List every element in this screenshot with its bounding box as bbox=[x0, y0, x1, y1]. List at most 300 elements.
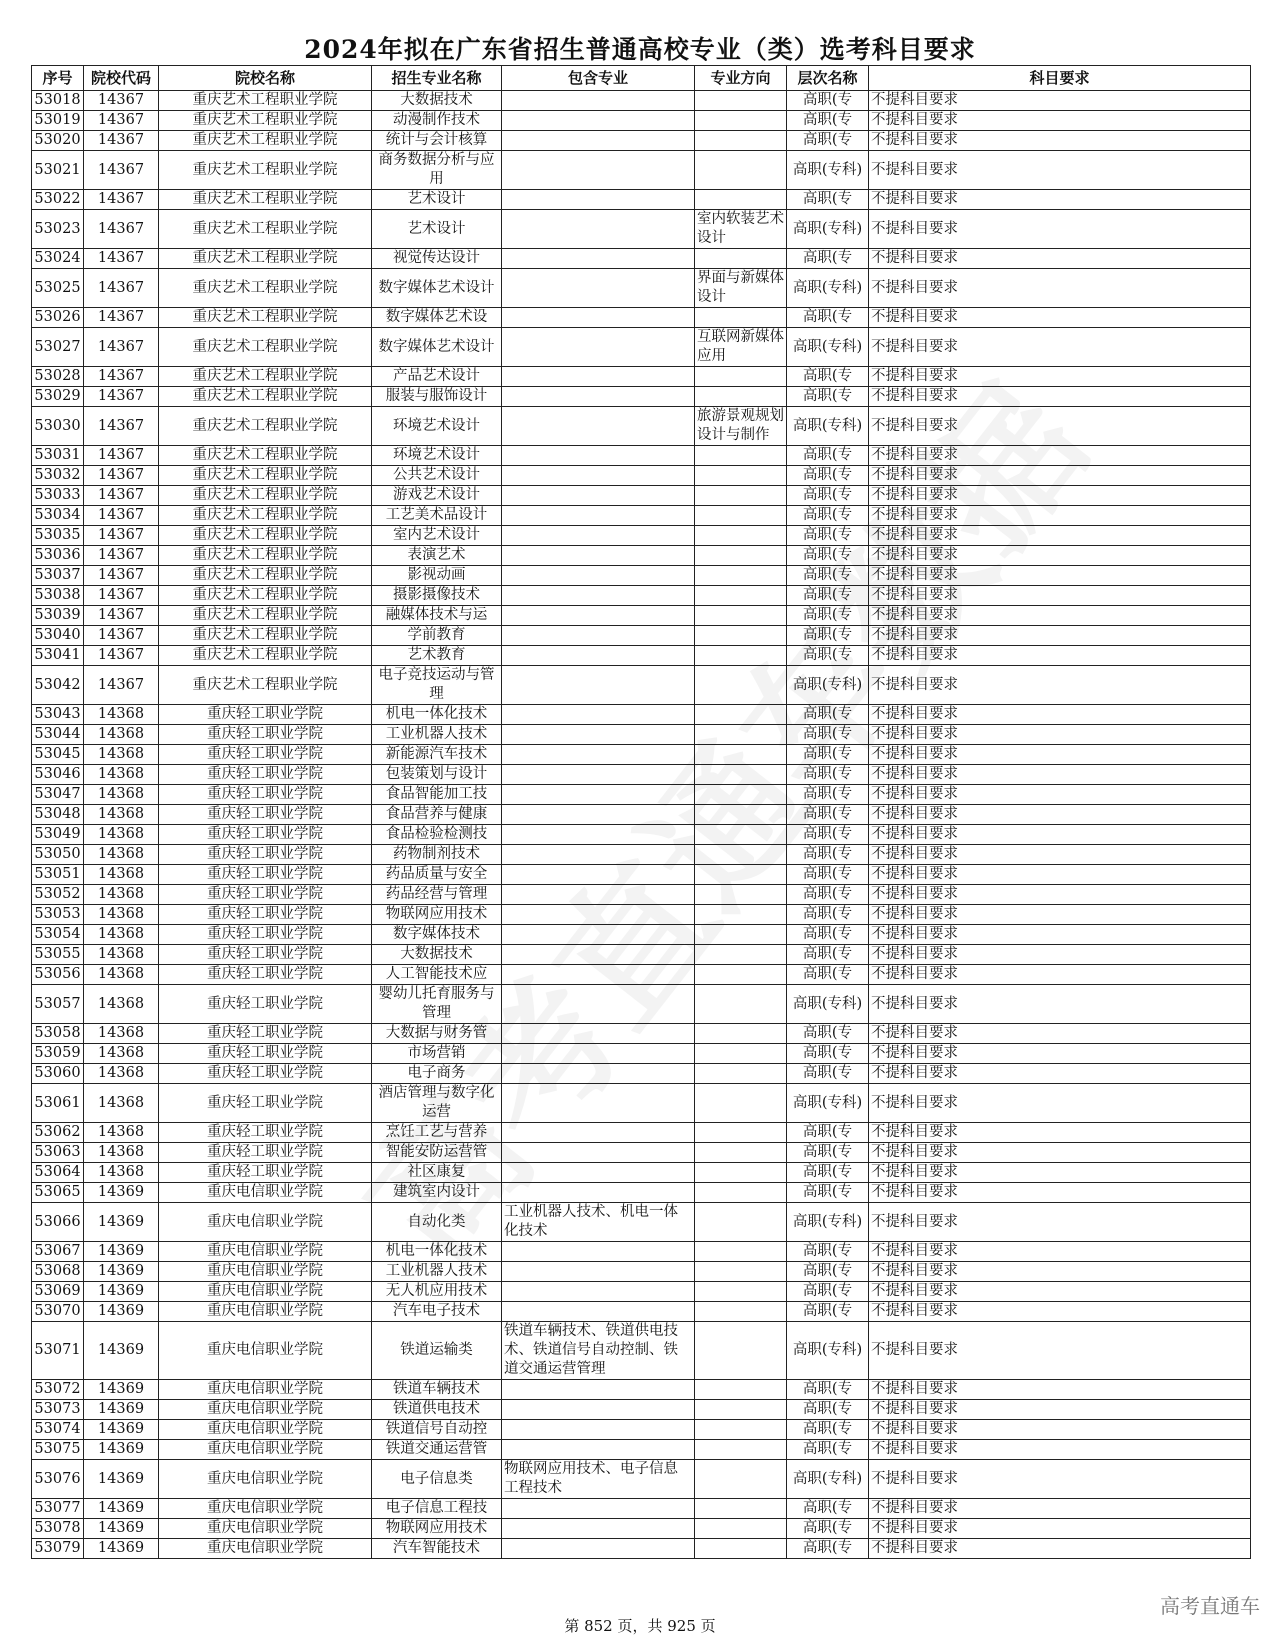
table-row bbox=[32, 1499, 1251, 1519]
subject-req-cell: 不提科目要求 bbox=[869, 985, 1251, 1024]
included-majors-cell bbox=[502, 606, 695, 626]
subject-req-cell: 不提科目要求 bbox=[869, 1242, 1251, 1262]
school-code-cell: 14367 bbox=[84, 606, 159, 626]
table-row bbox=[32, 1262, 1251, 1282]
direction-cell bbox=[695, 905, 787, 925]
school-name-cell: 重庆轻工职业学院 bbox=[159, 905, 372, 925]
level-cell: 高职(专 bbox=[787, 646, 869, 666]
school-code-cell: 14369 bbox=[84, 1183, 159, 1203]
subject-req-cell: 不提科目要求 bbox=[869, 151, 1251, 190]
subject-req-cell: 不提科目要求 bbox=[869, 1400, 1251, 1420]
school-name-cell: 重庆轻工职业学院 bbox=[159, 745, 372, 765]
school-name-cell: 重庆艺术工程职业学院 bbox=[159, 646, 372, 666]
table-row bbox=[32, 1282, 1251, 1302]
subject-req-cell: 不提科目要求 bbox=[869, 1084, 1251, 1123]
level-cell: 高职(专 bbox=[787, 765, 869, 785]
level-cell: 高职(专 bbox=[787, 1400, 869, 1420]
direction-cell bbox=[695, 190, 787, 210]
included-majors-cell bbox=[502, 626, 695, 646]
seq-cell: 53052 bbox=[32, 885, 84, 905]
level-cell: 高职(专 bbox=[787, 1044, 869, 1064]
school-code-cell: 14367 bbox=[84, 131, 159, 151]
seq-cell: 53076 bbox=[32, 1460, 84, 1499]
subject-req-cell: 不提科目要求 bbox=[869, 1123, 1251, 1143]
major-name-cell: 铁道供电技术 bbox=[372, 1400, 502, 1420]
included-majors-cell bbox=[502, 725, 695, 745]
subject-req-cell: 不提科目要求 bbox=[869, 725, 1251, 745]
subject-req-cell: 不提科目要求 bbox=[869, 1183, 1251, 1203]
included-majors-cell bbox=[502, 925, 695, 945]
table-row bbox=[32, 249, 1251, 269]
major-name-cell: 智能安防运营管 bbox=[372, 1143, 502, 1163]
included-majors-cell bbox=[502, 1499, 695, 1519]
seq-cell: 53045 bbox=[32, 745, 84, 765]
seq-cell: 53068 bbox=[32, 1262, 84, 1282]
school-code-cell: 14368 bbox=[84, 1123, 159, 1143]
included-majors-cell bbox=[502, 1242, 695, 1262]
school-code-cell: 14367 bbox=[84, 387, 159, 407]
table-row bbox=[32, 210, 1251, 249]
level-cell: 高职(专科) bbox=[787, 269, 869, 308]
seq-cell: 53022 bbox=[32, 190, 84, 210]
seq-cell: 53031 bbox=[32, 446, 84, 466]
level-cell: 高职(专科) bbox=[787, 666, 869, 705]
major-name-cell: 酒店管理与数字化运营 bbox=[372, 1084, 502, 1123]
direction-cell bbox=[695, 1064, 787, 1084]
school-code-cell: 14369 bbox=[84, 1460, 159, 1499]
level-cell: 高职(专 bbox=[787, 526, 869, 546]
level-cell: 高职(专 bbox=[787, 845, 869, 865]
direction-cell bbox=[695, 1460, 787, 1499]
school-code-cell: 14368 bbox=[84, 1163, 159, 1183]
school-name-cell: 重庆电信职业学院 bbox=[159, 1460, 372, 1499]
major-name-cell: 影视动画 bbox=[372, 566, 502, 586]
direction-cell bbox=[695, 1084, 787, 1123]
direction-cell bbox=[695, 606, 787, 626]
direction-cell bbox=[695, 1440, 787, 1460]
level-cell: 高职(专 bbox=[787, 1123, 869, 1143]
school-name-cell: 重庆轻工职业学院 bbox=[159, 1044, 372, 1064]
school-name-cell: 重庆艺术工程职业学院 bbox=[159, 210, 372, 249]
included-majors-cell bbox=[502, 210, 695, 249]
school-code-cell: 14368 bbox=[84, 765, 159, 785]
included-majors-cell bbox=[502, 269, 695, 308]
school-code-cell: 14368 bbox=[84, 1064, 159, 1084]
included-majors-cell bbox=[502, 965, 695, 985]
header-level: 层次名称 bbox=[787, 66, 869, 91]
direction-cell bbox=[695, 446, 787, 466]
direction-cell bbox=[695, 1183, 787, 1203]
level-cell: 高职(专科) bbox=[787, 151, 869, 190]
table-row bbox=[32, 367, 1251, 387]
table-row bbox=[32, 1044, 1251, 1064]
school-name-cell: 重庆轻工职业学院 bbox=[159, 865, 372, 885]
school-code-cell: 14368 bbox=[84, 925, 159, 945]
school-name-cell: 重庆艺术工程职业学院 bbox=[159, 466, 372, 486]
table-row bbox=[32, 1242, 1251, 1262]
school-code-cell: 14368 bbox=[84, 985, 159, 1024]
school-code-cell: 14368 bbox=[84, 1084, 159, 1123]
included-majors-cell bbox=[502, 446, 695, 466]
seq-cell: 53048 bbox=[32, 805, 84, 825]
table-row bbox=[32, 1084, 1251, 1123]
school-name-cell: 重庆电信职业学院 bbox=[159, 1203, 372, 1242]
school-name-cell: 重庆艺术工程职业学院 bbox=[159, 546, 372, 566]
major-name-cell: 汽车电子技术 bbox=[372, 1302, 502, 1322]
school-code-cell: 14367 bbox=[84, 190, 159, 210]
major-name-cell: 建筑室内设计 bbox=[372, 1183, 502, 1203]
subject-req-cell: 不提科目要求 bbox=[869, 1539, 1251, 1559]
requirements-table bbox=[31, 65, 1251, 1559]
direction-cell bbox=[695, 666, 787, 705]
major-name-cell: 环境艺术设计 bbox=[372, 446, 502, 466]
major-name-cell: 物联网应用技术 bbox=[372, 905, 502, 925]
school-name-cell: 重庆轻工职业学院 bbox=[159, 785, 372, 805]
direction-cell bbox=[695, 765, 787, 785]
subject-req-cell: 不提科目要求 bbox=[869, 407, 1251, 446]
direction-cell bbox=[695, 705, 787, 725]
school-name-cell: 重庆艺术工程职业学院 bbox=[159, 606, 372, 626]
seq-cell: 53035 bbox=[32, 526, 84, 546]
included-majors-cell bbox=[502, 151, 695, 190]
level-cell: 高职(专 bbox=[787, 111, 869, 131]
seq-cell: 53056 bbox=[32, 965, 84, 985]
direction-cell bbox=[695, 1380, 787, 1400]
table-row bbox=[32, 885, 1251, 905]
table-row bbox=[32, 1064, 1251, 1084]
school-code-cell: 14368 bbox=[84, 965, 159, 985]
subject-req-cell: 不提科目要求 bbox=[869, 466, 1251, 486]
level-cell: 高职(专 bbox=[787, 785, 869, 805]
level-cell: 高职(专 bbox=[787, 387, 869, 407]
major-name-cell: 商务数据分析与应用 bbox=[372, 151, 502, 190]
seq-cell: 53075 bbox=[32, 1440, 84, 1460]
major-name-cell: 艺术教育 bbox=[372, 646, 502, 666]
subject-req-cell: 不提科目要求 bbox=[869, 606, 1251, 626]
table-row bbox=[32, 785, 1251, 805]
table-row bbox=[32, 546, 1251, 566]
major-name-cell: 药物制剂技术 bbox=[372, 845, 502, 865]
major-name-cell: 药品质量与安全 bbox=[372, 865, 502, 885]
seq-cell: 53070 bbox=[32, 1302, 84, 1322]
table-row bbox=[32, 486, 1251, 506]
level-cell: 高职(专 bbox=[787, 131, 869, 151]
subject-req-cell: 不提科目要求 bbox=[869, 646, 1251, 666]
school-name-cell: 重庆电信职业学院 bbox=[159, 1519, 372, 1539]
table-row bbox=[32, 466, 1251, 486]
direction-cell bbox=[695, 1400, 787, 1420]
direction-cell bbox=[695, 506, 787, 526]
school-code-cell: 14369 bbox=[84, 1539, 159, 1559]
subject-req-cell: 不提科目要求 bbox=[869, 1380, 1251, 1400]
level-cell: 高职(专 bbox=[787, 1282, 869, 1302]
subject-req-cell: 不提科目要求 bbox=[869, 865, 1251, 885]
school-name-cell: 重庆艺术工程职业学院 bbox=[159, 131, 372, 151]
level-cell: 高职(专 bbox=[787, 745, 869, 765]
level-cell: 高职(专 bbox=[787, 1143, 869, 1163]
included-majors-cell bbox=[502, 785, 695, 805]
level-cell: 高职(专 bbox=[787, 1499, 869, 1519]
direction-cell bbox=[695, 249, 787, 269]
included-majors-cell bbox=[502, 1143, 695, 1163]
seq-cell: 53021 bbox=[32, 151, 84, 190]
table-row bbox=[32, 725, 1251, 745]
subject-req-cell: 不提科目要求 bbox=[869, 785, 1251, 805]
school-name-cell: 重庆轻工职业学院 bbox=[159, 925, 372, 945]
subject-req-cell: 不提科目要求 bbox=[869, 905, 1251, 925]
seq-cell: 53072 bbox=[32, 1380, 84, 1400]
major-name-cell: 视觉传达设计 bbox=[372, 249, 502, 269]
level-cell: 高职(专 bbox=[787, 606, 869, 626]
direction-cell bbox=[695, 1203, 787, 1242]
seq-cell: 53058 bbox=[32, 1024, 84, 1044]
school-name-cell: 重庆艺术工程职业学院 bbox=[159, 526, 372, 546]
table-row bbox=[32, 646, 1251, 666]
school-code-cell: 14368 bbox=[84, 865, 159, 885]
subject-req-cell: 不提科目要求 bbox=[869, 1024, 1251, 1044]
school-code-cell: 14368 bbox=[84, 825, 159, 845]
subject-req-cell: 不提科目要求 bbox=[869, 566, 1251, 586]
direction-cell bbox=[695, 387, 787, 407]
seq-cell: 53065 bbox=[32, 1183, 84, 1203]
table-row bbox=[32, 387, 1251, 407]
level-cell: 高职(专 bbox=[787, 308, 869, 328]
level-cell: 高职(专 bbox=[787, 825, 869, 845]
school-code-cell: 14367 bbox=[84, 367, 159, 387]
included-majors-cell bbox=[502, 1044, 695, 1064]
seq-cell: 53062 bbox=[32, 1123, 84, 1143]
school-name-cell: 重庆电信职业学院 bbox=[159, 1262, 372, 1282]
school-name-cell: 重庆轻工职业学院 bbox=[159, 705, 372, 725]
table-row bbox=[32, 1183, 1251, 1203]
school-code-cell: 14367 bbox=[84, 269, 159, 308]
direction-cell bbox=[695, 805, 787, 825]
seq-cell: 53029 bbox=[32, 387, 84, 407]
included-majors-cell bbox=[502, 865, 695, 885]
seq-cell: 53018 bbox=[32, 91, 84, 111]
major-name-cell: 社区康复 bbox=[372, 1163, 502, 1183]
direction-cell bbox=[695, 925, 787, 945]
subject-req-cell: 不提科目要求 bbox=[869, 705, 1251, 725]
seq-cell: 53079 bbox=[32, 1539, 84, 1559]
school-code-cell: 14367 bbox=[84, 151, 159, 190]
level-cell: 高职(专 bbox=[787, 905, 869, 925]
subject-req-cell: 不提科目要求 bbox=[869, 965, 1251, 985]
subject-req-cell: 不提科目要求 bbox=[869, 845, 1251, 865]
major-name-cell: 产品艺术设计 bbox=[372, 367, 502, 387]
included-majors-cell bbox=[502, 526, 695, 546]
major-name-cell: 工艺美术品设计 bbox=[372, 506, 502, 526]
school-code-cell: 14368 bbox=[84, 745, 159, 765]
seq-cell: 53073 bbox=[32, 1400, 84, 1420]
table-row bbox=[32, 328, 1251, 367]
subject-req-cell: 不提科目要求 bbox=[869, 1499, 1251, 1519]
seq-cell: 53057 bbox=[32, 985, 84, 1024]
included-majors-cell bbox=[502, 308, 695, 328]
major-name-cell: 市场营销 bbox=[372, 1044, 502, 1064]
level-cell: 高职(专 bbox=[787, 945, 869, 965]
included-majors-cell bbox=[502, 985, 695, 1024]
subject-req-cell: 不提科目要求 bbox=[869, 1322, 1251, 1380]
table-row bbox=[32, 1024, 1251, 1044]
direction-cell bbox=[695, 1420, 787, 1440]
school-name-cell: 重庆轻工职业学院 bbox=[159, 1143, 372, 1163]
seq-cell: 53061 bbox=[32, 1084, 84, 1123]
subject-req-cell: 不提科目要求 bbox=[869, 506, 1251, 526]
included-majors-cell bbox=[502, 328, 695, 367]
table-row bbox=[32, 111, 1251, 131]
subject-req-cell: 不提科目要求 bbox=[869, 765, 1251, 785]
level-cell: 高职(专科) bbox=[787, 328, 869, 367]
table-row bbox=[32, 945, 1251, 965]
school-name-cell: 重庆轻工职业学院 bbox=[159, 765, 372, 785]
included-majors-cell bbox=[502, 1440, 695, 1460]
direction-cell bbox=[695, 825, 787, 845]
major-name-cell: 食品营养与健康 bbox=[372, 805, 502, 825]
direction-cell bbox=[695, 308, 787, 328]
subject-req-cell: 不提科目要求 bbox=[869, 1420, 1251, 1440]
direction-cell: 室内软装艺术设计 bbox=[695, 210, 787, 249]
major-name-cell: 表演艺术 bbox=[372, 546, 502, 566]
included-majors-cell bbox=[502, 646, 695, 666]
level-cell: 高职(专 bbox=[787, 1539, 869, 1559]
level-cell: 高职(专科) bbox=[787, 985, 869, 1024]
seq-cell: 53030 bbox=[32, 407, 84, 446]
major-name-cell: 铁道交通运营管 bbox=[372, 1440, 502, 1460]
school-code-cell: 14367 bbox=[84, 586, 159, 606]
direction-cell: 界面与新媒体设计 bbox=[695, 269, 787, 308]
level-cell: 高职(专科) bbox=[787, 1084, 869, 1123]
table-row bbox=[32, 626, 1251, 646]
major-name-cell: 铁道运输类 bbox=[372, 1322, 502, 1380]
direction-cell bbox=[695, 486, 787, 506]
table-row bbox=[32, 407, 1251, 446]
level-cell: 高职(专 bbox=[787, 1242, 869, 1262]
subject-req-cell: 不提科目要求 bbox=[869, 1203, 1251, 1242]
subject-req-cell: 不提科目要求 bbox=[869, 945, 1251, 965]
school-code-cell: 14367 bbox=[84, 546, 159, 566]
page-title: 2024年拟在广东省招生普通高校专业（类）选考科目要求 bbox=[304, 35, 976, 64]
seq-cell: 53054 bbox=[32, 925, 84, 945]
level-cell: 高职(专 bbox=[787, 1420, 869, 1440]
table-row bbox=[32, 965, 1251, 985]
included-majors-cell bbox=[502, 586, 695, 606]
level-cell: 高职(专 bbox=[787, 367, 869, 387]
subject-req-cell: 不提科目要求 bbox=[869, 249, 1251, 269]
school-name-cell: 重庆艺术工程职业学院 bbox=[159, 308, 372, 328]
seq-cell: 53038 bbox=[32, 586, 84, 606]
major-name-cell: 人工智能技术应 bbox=[372, 965, 502, 985]
direction-cell bbox=[695, 91, 787, 111]
major-name-cell: 铁道信号自动控 bbox=[372, 1420, 502, 1440]
level-cell: 高职(专科) bbox=[787, 210, 869, 249]
table-row bbox=[32, 1460, 1251, 1499]
subject-req-cell: 不提科目要求 bbox=[869, 367, 1251, 387]
subject-req-cell: 不提科目要求 bbox=[869, 1302, 1251, 1322]
school-name-cell: 重庆轻工职业学院 bbox=[159, 985, 372, 1024]
table-row bbox=[32, 269, 1251, 308]
school-name-cell: 重庆艺术工程职业学院 bbox=[159, 367, 372, 387]
school-name-cell: 重庆艺术工程职业学院 bbox=[159, 151, 372, 190]
level-cell: 高职(专 bbox=[787, 925, 869, 945]
table-row bbox=[32, 526, 1251, 546]
direction-cell bbox=[695, 367, 787, 387]
level-cell: 高职(专 bbox=[787, 566, 869, 586]
school-name-cell: 重庆电信职业学院 bbox=[159, 1282, 372, 1302]
school-name-cell: 重庆艺术工程职业学院 bbox=[159, 486, 372, 506]
table-row bbox=[32, 1143, 1251, 1163]
direction-cell bbox=[695, 1143, 787, 1163]
major-name-cell: 动漫制作技术 bbox=[372, 111, 502, 131]
direction-cell bbox=[695, 1242, 787, 1262]
direction-cell bbox=[695, 526, 787, 546]
direction-cell bbox=[695, 1302, 787, 1322]
school-name-cell: 重庆艺术工程职业学院 bbox=[159, 566, 372, 586]
table-row bbox=[32, 925, 1251, 945]
major-name-cell: 无人机应用技术 bbox=[372, 1282, 502, 1302]
direction-cell bbox=[695, 785, 787, 805]
subject-req-cell: 不提科目要求 bbox=[869, 446, 1251, 466]
subject-req-cell: 不提科目要求 bbox=[869, 805, 1251, 825]
seq-cell: 53078 bbox=[32, 1519, 84, 1539]
subject-req-cell: 不提科目要求 bbox=[869, 111, 1251, 131]
seq-cell: 53028 bbox=[32, 367, 84, 387]
direction-cell bbox=[695, 745, 787, 765]
direction-cell bbox=[695, 646, 787, 666]
seq-cell: 53026 bbox=[32, 308, 84, 328]
subject-req-cell: 不提科目要求 bbox=[869, 269, 1251, 308]
subject-req-cell: 不提科目要求 bbox=[869, 1440, 1251, 1460]
subject-req-cell: 不提科目要求 bbox=[869, 308, 1251, 328]
school-code-cell: 14369 bbox=[84, 1499, 159, 1519]
major-name-cell: 工业机器人技术 bbox=[372, 1262, 502, 1282]
included-majors-cell bbox=[502, 1400, 695, 1420]
major-name-cell: 电子信息类 bbox=[372, 1460, 502, 1499]
level-cell: 高职(专科) bbox=[787, 1322, 869, 1380]
table-row bbox=[32, 985, 1251, 1024]
header-major-name: 招生专业名称 bbox=[372, 66, 502, 91]
direction-cell bbox=[695, 626, 787, 646]
seq-cell: 53036 bbox=[32, 546, 84, 566]
major-name-cell: 融媒体技术与运 bbox=[372, 606, 502, 626]
table-header-row bbox=[32, 66, 1251, 91]
seq-cell: 53043 bbox=[32, 705, 84, 725]
level-cell: 高职(专 bbox=[787, 805, 869, 825]
table-row bbox=[32, 745, 1251, 765]
included-majors-cell bbox=[502, 1420, 695, 1440]
seq-cell: 53077 bbox=[32, 1499, 84, 1519]
table-row bbox=[32, 1400, 1251, 1420]
table-row bbox=[32, 308, 1251, 328]
subject-req-cell: 不提科目要求 bbox=[869, 387, 1251, 407]
subject-req-cell: 不提科目要求 bbox=[869, 526, 1251, 546]
included-majors-cell bbox=[502, 486, 695, 506]
seq-cell: 53053 bbox=[32, 905, 84, 925]
seq-cell: 53033 bbox=[32, 486, 84, 506]
header-school-name: 院校名称 bbox=[159, 66, 372, 91]
included-majors-cell bbox=[502, 705, 695, 725]
seq-cell: 53040 bbox=[32, 626, 84, 646]
major-name-cell: 机电一体化技术 bbox=[372, 1242, 502, 1262]
level-cell: 高职(专 bbox=[787, 1519, 869, 1539]
school-name-cell: 重庆轻工职业学院 bbox=[159, 1084, 372, 1123]
seq-cell: 53044 bbox=[32, 725, 84, 745]
included-majors-cell: 物联网应用技术、电子信息工程技术 bbox=[502, 1460, 695, 1499]
table-row bbox=[32, 151, 1251, 190]
seq-cell: 53069 bbox=[32, 1282, 84, 1302]
school-code-cell: 14368 bbox=[84, 1044, 159, 1064]
direction-cell bbox=[695, 586, 787, 606]
